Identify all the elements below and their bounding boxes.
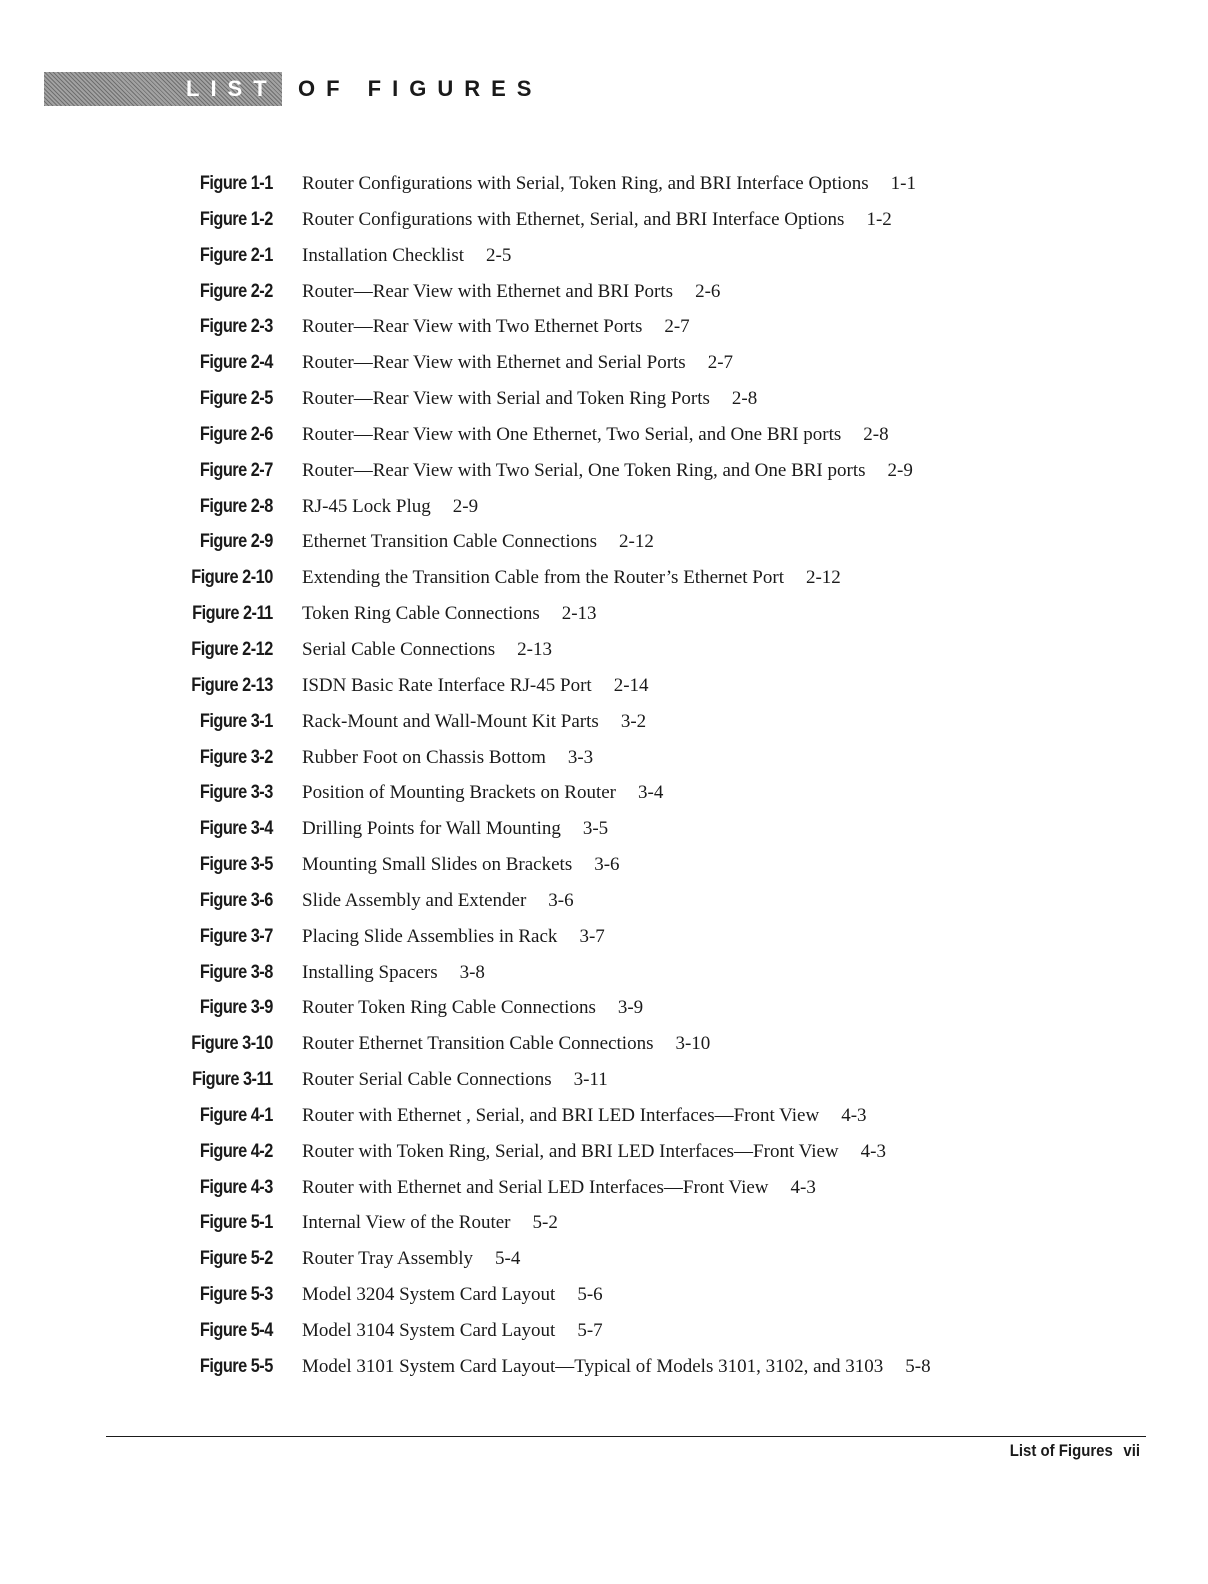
figure-label: Figure 2-10 [191,567,273,589]
figure-page-number: 3-6 [548,889,574,911]
figure-entry [0,274,1208,310]
figure-entry [0,166,1208,202]
figure-title: Model 3204 System Card Layout [302,1284,556,1306]
figure-entry [0,632,1208,668]
figure-label: Figure 5-3 [200,1284,273,1306]
figure-entry [0,847,1208,883]
figure-entry [0,1205,1208,1241]
figure-label: Figure 3-11 [192,1069,273,1091]
figure-label: Figure 4-3 [200,1176,273,1198]
figure-label: Figure 2-1 [200,244,273,266]
figure-entry-text [302,883,574,919]
figure-entry [0,990,1208,1026]
figure-entry [0,1170,1208,1206]
figure-label: Figure 2-9 [200,531,273,553]
figure-entry-text [302,560,841,596]
figure-entry [0,1241,1208,1277]
figure-title: Router—Rear View with One Ethernet, Two Serial, and One BRI ports [302,423,842,445]
figure-entry-text [302,919,605,955]
figure-entry-text [302,847,620,883]
figure-page-number: 2-9 [452,495,479,517]
figure-title: Rack-Mount and Wall-Mount Kit Parts [302,710,599,732]
figure-page-number: 2-13 [517,638,552,660]
figure-label: Figure 2-2 [200,280,273,302]
figure-entry-text [302,1205,558,1241]
figure-entry [0,811,1208,847]
figure-entry [0,740,1208,776]
figure-label: Figure 4-1 [200,1104,273,1126]
figure-entry-text [302,1170,816,1206]
figure-title: Router Tray Assembly [302,1248,474,1270]
figure-page-number: 3-11 [573,1069,608,1091]
figure-entry [0,883,1208,919]
figure-label: Figure 5-2 [200,1248,273,1270]
figure-title: Model 3101 System Card Layout—Typical of Models 3101, 3102, and 3103 [302,1355,884,1377]
figure-entry-text [302,1277,603,1313]
figure-title: Router Serial Cable Connections [302,1069,552,1091]
figure-entry-text [302,345,733,381]
figure-entry [0,345,1208,381]
figure-title: Router Ethernet Transition Cable Connections [302,1033,654,1055]
figure-page-number: 4-3 [860,1140,886,1162]
figure-entry [0,955,1208,991]
figure-title: Mounting Small Slides on Brackets [302,854,573,876]
figure-entry-text [302,632,552,668]
figure-label: Figure 2-3 [200,316,273,338]
figure-page-number: 2-5 [486,244,512,266]
figure-entry-text [302,1241,520,1277]
figure-label: Figure 2-4 [200,352,273,374]
figure-label: Figure 3-8 [200,961,273,983]
footer-section-title: List of Figures [1009,1441,1113,1460]
figure-title: Router Configurations with Serial, Token Ring, and BRI Interface Options [302,173,869,194]
figure-title: Model 3104 System Card Layout [302,1320,556,1341]
figure-label: Figure 2-11 [192,603,273,625]
figure-label: Figure 3-10 [191,1033,273,1055]
figure-page-number: 3-9 [617,997,644,1019]
figure-label: Figure 2-5 [200,388,273,410]
figure-page-number: 3-8 [459,961,485,983]
figure-entry-text [302,381,757,417]
figure-page-number: 2-6 [695,280,721,302]
figure-entry-text [302,309,690,345]
figure-entry [0,1098,1208,1134]
figure-label: Figure 3-3 [200,782,273,804]
figure-page-number: 3-4 [638,782,664,804]
figure-label: Figure 2-6 [200,423,273,445]
figure-entry [0,417,1208,453]
footer-page-number: vii [1123,1441,1140,1460]
figure-entry [0,489,1208,525]
figure-page-number: 5-2 [532,1212,558,1234]
figure-entry-text [302,1349,931,1385]
figure-title: Router with Ethernet and Serial LED Interfaces—Front View [302,1176,769,1198]
figure-label: Figure 2-8 [200,495,273,517]
figure-entry [0,704,1208,740]
figure-page-number: 2-12 [805,567,841,589]
figure-title: Router Configurations with Ethernet, Serial, and BRI Interface Options [302,208,845,230]
figure-page-number: 5-8 [905,1355,931,1377]
figure-title: Ethernet Transition Cable Connections [302,531,598,553]
figure-entry [0,1313,1208,1349]
figure-title: ISDN Basic Rate Interface RJ-45 Port [302,674,592,696]
figure-title: Serial Cable Connections [302,638,496,660]
figure-entry-text [302,775,663,811]
figure-entry-text [302,1313,603,1349]
figure-page-number: 5-7 [577,1320,603,1341]
figure-title: Router with Ethernet , Serial, and BRI LED Interfaces—Front View [302,1104,820,1126]
figure-title: Router—Rear View with Serial and Token Ring Ports [302,388,710,410]
header-title-part-1: LIST [186,76,278,101]
figure-page-number: 2-14 [613,674,649,696]
figure-title: Router—Rear View with Ethernet and BRI Ports [302,280,674,302]
figure-label: Figure 3-4 [200,818,273,840]
figure-entry [0,1062,1208,1098]
figure-entry-text [302,668,649,704]
figure-entry-text [302,274,720,310]
figure-entry [0,668,1208,704]
figure-page-number: 5-6 [577,1284,603,1306]
footer-rule [106,1436,1146,1437]
figure-entry [0,381,1208,417]
figure-entry-text [302,955,485,991]
figure-page-number: 3-7 [579,925,605,947]
figure-label: Figure 3-2 [200,746,273,768]
figure-entry-text [302,1134,886,1170]
figure-label: Figure 2-13 [191,674,273,696]
figure-page-number: 2-13 [561,603,597,625]
figure-entry-text [302,453,913,489]
figure-list [0,166,1208,1385]
figure-title: RJ-45 Lock Plug [302,495,431,517]
figure-label: Figure 3-1 [200,710,273,732]
figure-page-number: 4-3 [841,1104,867,1126]
figure-title: Extending the Transition Cable from the Router’s Ethernet Port [302,567,784,589]
figure-title: Slide Assembly and Extender [302,889,527,911]
figure-entry [0,1349,1208,1385]
header-title-part-2: OF FIGURES [298,76,543,101]
figure-label: Figure 1-2 [200,208,273,230]
figure-title: Installation Checklist [302,244,465,266]
figure-label: Figure 2-12 [191,638,273,660]
figure-title: Router Token Ring Cable Connections [302,997,596,1019]
figure-page-number: 2-7 [664,316,690,338]
figure-label: Figure 5-5 [200,1355,273,1377]
figure-entry-text [302,166,916,202]
figure-entry-text [302,1026,710,1062]
figure-entry-text [302,1062,608,1098]
figure-entry [0,560,1208,596]
figure-page-number: 3-5 [582,818,609,840]
figure-label: Figure 3-7 [200,925,273,947]
figure-page-number: 3-2 [620,710,647,732]
figure-label: Figure 1-1 [200,173,273,194]
figure-entry [0,919,1208,955]
figure-title: Router—Rear View with Two Ethernet Ports [302,316,643,338]
figure-label: Figure 3-6 [200,889,273,911]
figure-label: Figure 4-2 [200,1140,273,1162]
figure-page-number: 3-6 [594,854,620,876]
figure-entry [0,596,1208,632]
figure-entry-text [302,811,608,847]
page-footer [1010,1438,1140,1464]
figure-label: Figure 3-9 [200,997,273,1019]
figure-entry [0,202,1208,238]
figure-label: Figure 5-1 [200,1212,273,1234]
figure-page-number: 1-2 [866,208,892,230]
figure-entry [0,453,1208,489]
figure-title: Router—Rear View with Two Serial, One Token Ring, and One BRI ports [302,459,866,481]
figure-page-number: 1-1 [890,173,916,194]
figure-entry-text [302,1098,867,1134]
figure-entry-text [302,489,478,525]
figure-title: Internal View of the Router [302,1212,511,1234]
page-header [0,72,600,106]
figure-entry-text [302,990,643,1026]
figure-entry-text [302,417,889,453]
figure-page-number: 2-7 [707,352,734,374]
figure-title: Router with Token Ring, Serial, and BRI LED Interfaces—Front View [302,1140,839,1162]
figure-page-number: 2-8 [731,388,758,410]
figure-page-number: 3-10 [675,1033,711,1055]
figure-entry [0,1026,1208,1062]
figure-entry [0,309,1208,345]
figure-title: Installing Spacers [302,961,438,983]
figure-entry [0,238,1208,274]
figure-entry-text [302,596,597,632]
figure-entry [0,775,1208,811]
figure-page-number: 3-3 [567,746,594,768]
figure-title: Position of Mounting Brackets on Router [302,782,617,804]
figure-title: Drilling Points for Wall Mounting [302,818,561,840]
figure-page-number: 5-4 [495,1248,521,1270]
figure-label: Figure 2-7 [200,459,273,481]
figure-entry-text [302,740,593,776]
figure-page-number: 2-9 [887,459,913,481]
figure-entry-text [302,238,511,274]
figure-title: Router—Rear View with Ethernet and Serial Ports [302,352,686,374]
figure-entry-text [302,524,654,560]
figure-page-number: 4-3 [790,1176,816,1198]
figure-title: Token Ring Cable Connections [302,603,540,625]
figure-title: Placing Slide Assemblies in Rack [302,925,558,947]
figure-title: Rubber Foot on Chassis Bottom [302,746,546,768]
figure-entry [0,1277,1208,1313]
figure-page-number: 2-8 [863,423,889,445]
figure-page-number: 2-12 [619,531,654,553]
figure-entry [0,1134,1208,1170]
figure-entry-text [302,202,892,238]
figure-entry-text [302,704,646,740]
figure-entry [0,524,1208,560]
figure-label: Figure 3-5 [200,854,273,876]
figure-label: Figure 5-4 [200,1320,273,1341]
